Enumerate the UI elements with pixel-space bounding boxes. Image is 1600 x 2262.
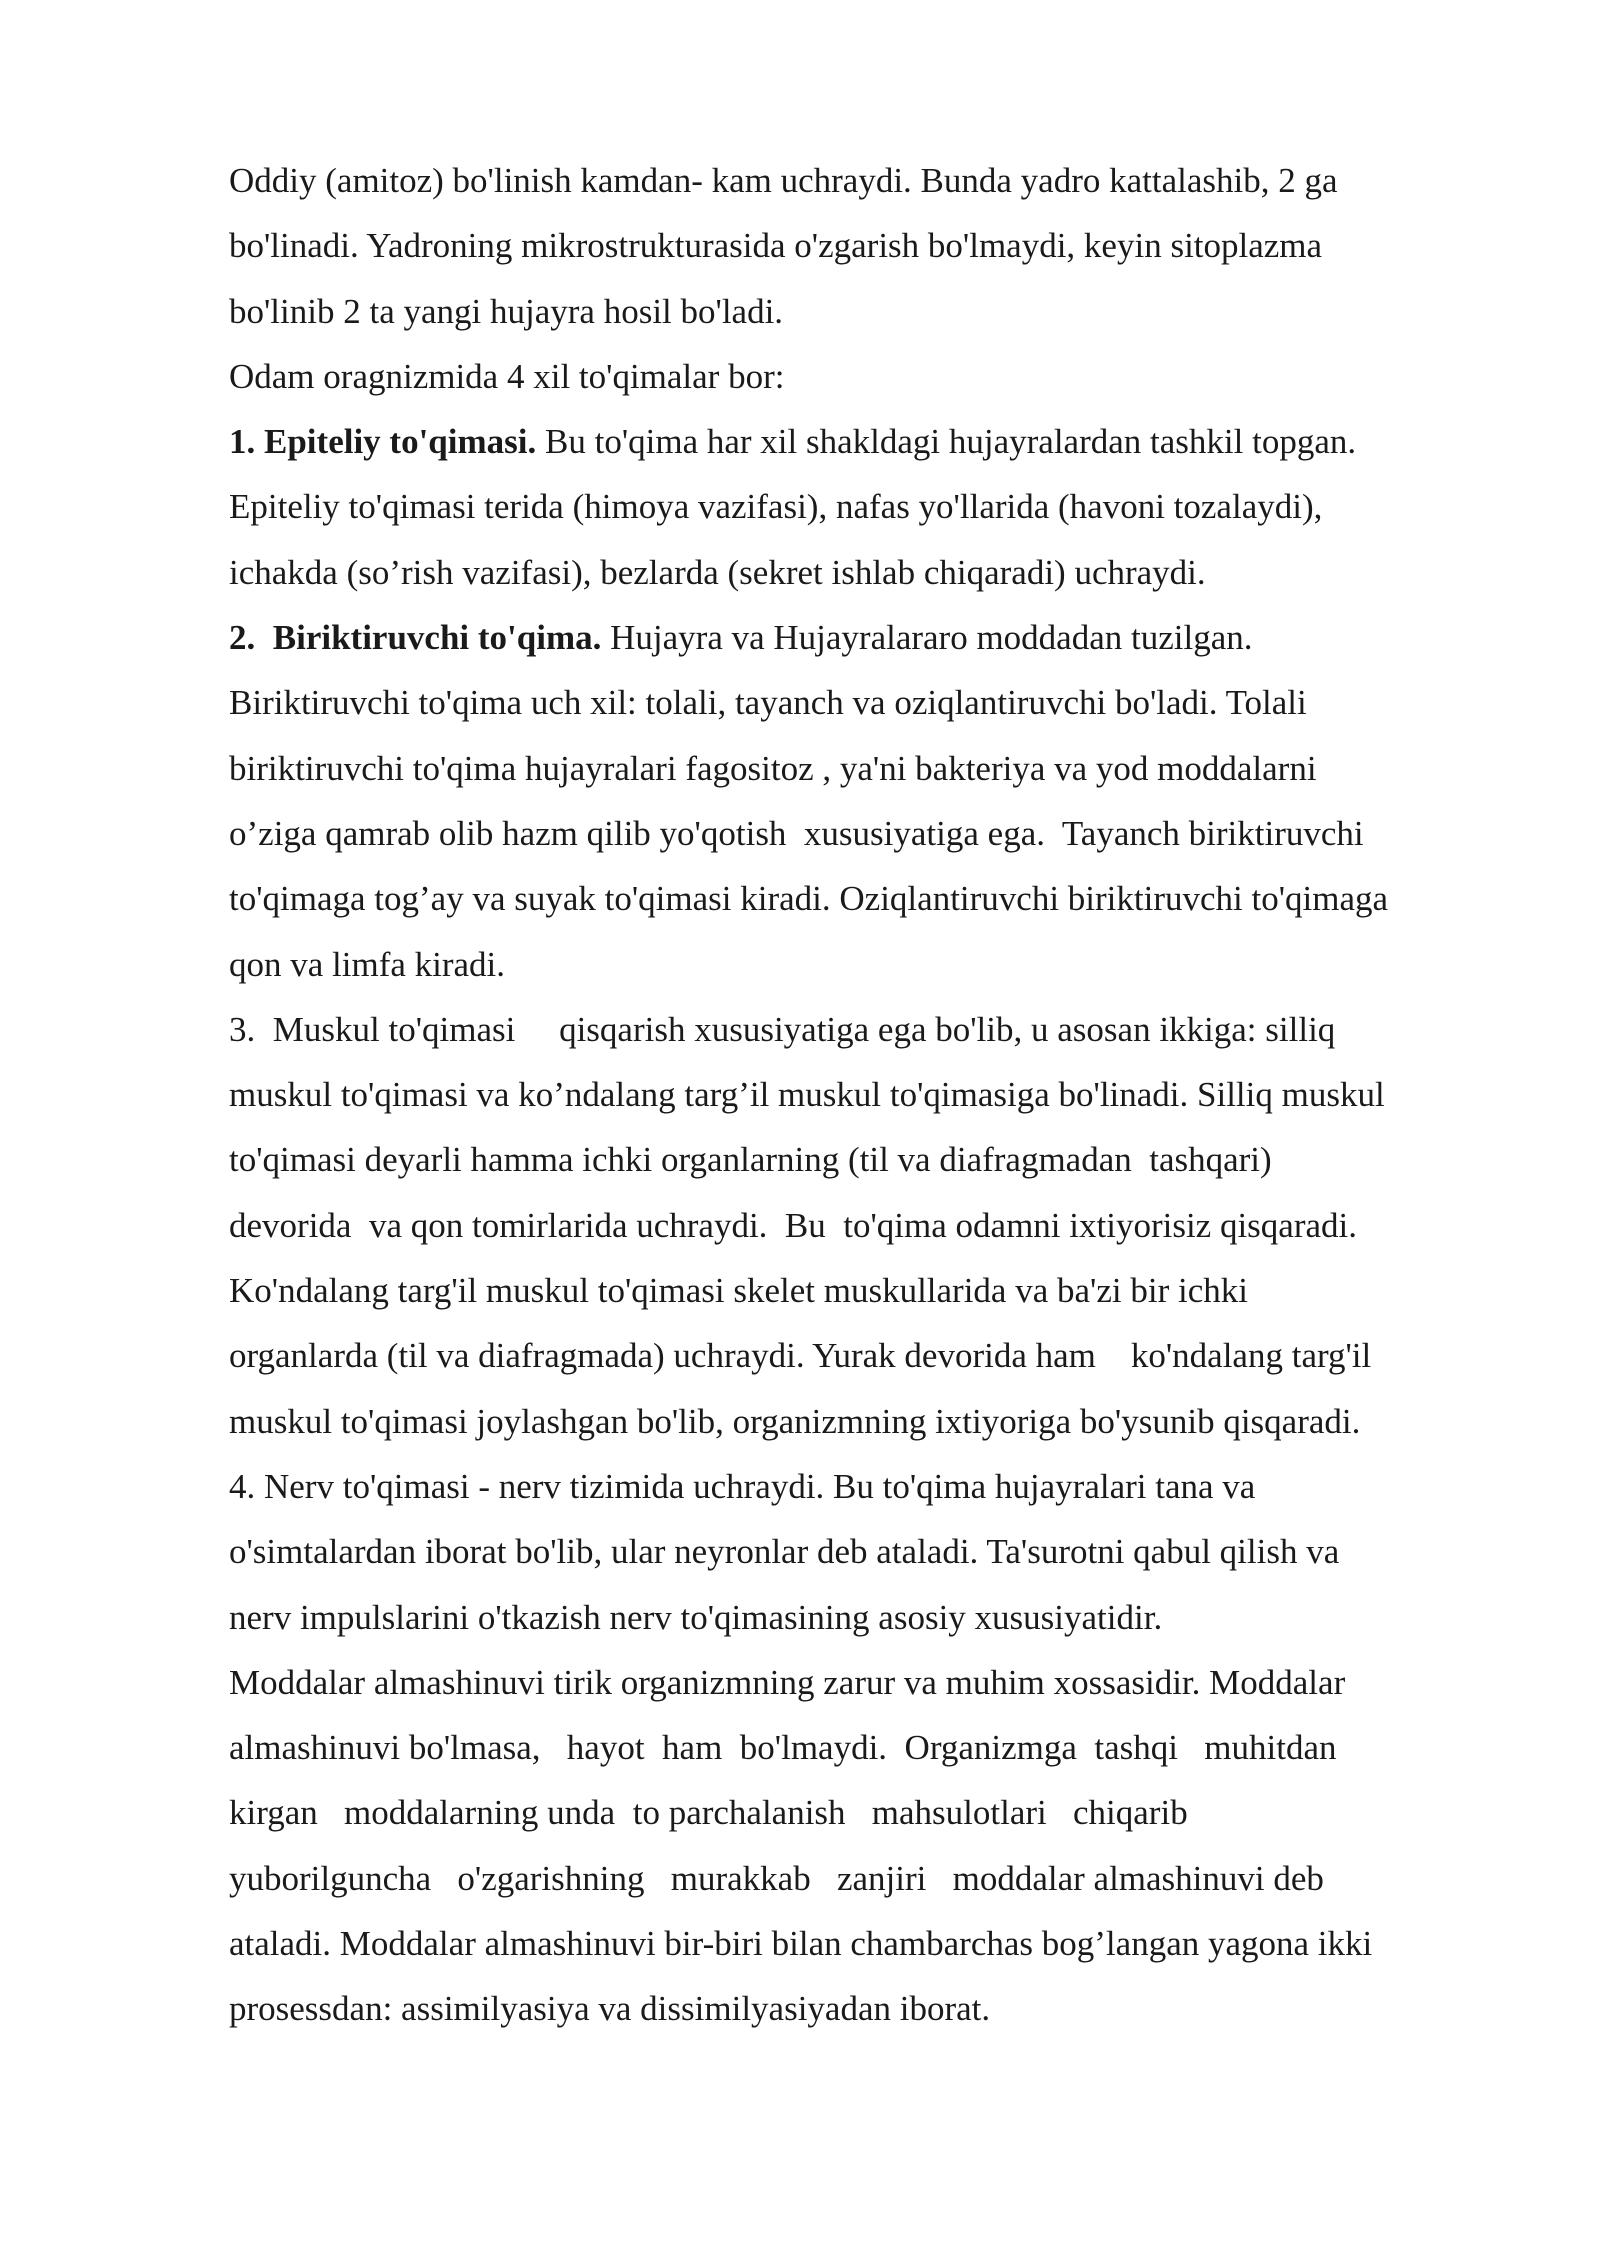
line-text: biriktiruvchi to'qima hujayralari fagositoz , ya'ni bakteriya va yod moddalarni bbox=[229, 748, 1317, 788]
text-line bbox=[229, 1780, 1529, 1845]
text-line bbox=[229, 1519, 1529, 1584]
section-heading-biriktiruvchi: 2. Biriktiruvchi to'qima. bbox=[229, 618, 602, 658]
line-text: o’ziga qamrab olib hazm qilib yo'qotish xususiyatiga ega. Tayanch biriktiruvchi bbox=[229, 813, 1364, 853]
text-line bbox=[229, 1193, 1529, 1258]
line-text: to'qimasi deyarli hamma ichki organlarning (til va diafragmadan tashqari) bbox=[229, 1140, 1272, 1180]
text-line bbox=[229, 866, 1529, 931]
text-line bbox=[229, 1062, 1529, 1127]
line-text: kirgan moddalarning unda to parchalanish mahsulotlari chiqarib bbox=[229, 1793, 1188, 1833]
text-line bbox=[229, 1650, 1529, 1715]
line-text: muskul to'qimasi joylashgan bo'lib, organizmning ixtiyoriga bo'ysunib qisqaradi. bbox=[229, 1401, 1361, 1441]
line-text: Biriktiruvchi to'qima uch xil: tolali, tayanch va oziqlantiruvchi bo'ladi. Tolali bbox=[229, 683, 1307, 723]
line-text: ataladi. Moddalar almashinuvi bir-biri bilan chambarchas bog’langan yagona ikki bbox=[229, 1924, 1373, 1964]
text-line bbox=[229, 540, 1529, 605]
text-line bbox=[229, 1454, 1529, 1519]
text-line bbox=[229, 997, 1529, 1062]
text-line bbox=[229, 1389, 1529, 1454]
text-line bbox=[229, 1258, 1529, 1323]
text-line bbox=[229, 932, 1529, 997]
line-text: 3. Muskul to'qimasi qisqarish xususiyatiga ega bo'lib, u asosan ikkiga: silliq bbox=[229, 1009, 1336, 1049]
text-line bbox=[229, 1846, 1529, 1911]
text-line bbox=[229, 1127, 1529, 1192]
line-text: organlarda (til va diafragmada) uchraydi. Yurak devorida ham ko'ndalang targ'il bbox=[229, 1336, 1372, 1376]
line-text: Hujayra va Hujayralararo moddadan tuzilgan. bbox=[601, 618, 1253, 658]
section-heading-epiteliy: 1. Epiteliy to'qimasi. bbox=[229, 422, 537, 462]
line-text: Epiteliy to'qimasi terida (himoya vazifasi), nafas yo'llarida (havoni tozalaydi), bbox=[229, 487, 1323, 527]
line-text: yuborilguncha o'zgarishning murakkab zanjiri moddalar almashinuvi deb bbox=[229, 1858, 1324, 1898]
text-line bbox=[229, 344, 1529, 409]
line-text: Oddiy (amitoz) bo'linish kamdan- kam uchraydi. Bunda yadro kattalashib, 2 ga bbox=[229, 161, 1338, 200]
line-text: Moddalar almashinuvi tirik organizmning zarur va muhim xossasidir. Moddalar bbox=[229, 1662, 1346, 1702]
line-text: o'simtalardan iborat bo'lib, ular neyronlar deb ataladi. Ta'surotni qabul qilish va bbox=[229, 1532, 1340, 1572]
text-line bbox=[229, 1911, 1529, 1976]
line-text: bo'linib 2 ta yangi hujayra hosil bo'ladi. bbox=[229, 291, 784, 331]
text-line bbox=[229, 148, 1529, 213]
text-line bbox=[229, 1585, 1529, 1650]
text-line bbox=[229, 1323, 1529, 1388]
line-text: ichakda (so’rish vazifasi), bezlarda (sekret ishlab chiqaradi) uchraydi. bbox=[229, 552, 1206, 592]
line-text: devorida va qon tomirlarida uchraydi. Bu to'qima odamni ixtiyorisiz qisqaradi. bbox=[229, 1205, 1357, 1245]
line-text: qon va limfa kiradi. bbox=[229, 944, 506, 984]
line-text: prosessdan: assimilyasiya va dissimilyasiyadan iborat. bbox=[229, 1989, 991, 2029]
line-text: almashinuvi bo'lmasa, hayot ham bo'lmaydi. Organizmga tashqi muhitdan bbox=[229, 1728, 1337, 1768]
line-text: 4. Nerv to'qimasi - nerv tizimida uchraydi. Bu to'qima hujayralari tana va bbox=[229, 1466, 1256, 1506]
text-line bbox=[229, 670, 1529, 735]
text-line bbox=[229, 801, 1529, 866]
line-text: bo'linadi. Yadroning mikrostrukturasida o'zgarish bo'lmaydi, keyin sitoplazma bbox=[229, 226, 1323, 266]
line-text: Odam oragnizmida 4 xil to'qimalar bor: bbox=[229, 356, 785, 396]
text-line bbox=[229, 1715, 1529, 1780]
text-line bbox=[229, 474, 1529, 539]
line-text: Ko'ndalang targ'il muskul to'qimasi skelet muskullarida va ba'zi bir ichki bbox=[229, 1271, 1248, 1311]
text-line bbox=[229, 736, 1529, 801]
line-text: nerv impulslarini o'tkazish nerv to'qimasining asosiy xususiyatidir. bbox=[229, 1597, 1163, 1637]
document-body bbox=[229, 148, 1529, 2042]
section-heading-line bbox=[229, 605, 1529, 670]
text-line bbox=[229, 213, 1529, 278]
line-text: to'qimaga tog’ay va suyak to'qimasi kiradi. Oziqlantiruvchi biriktiruvchi to'qimaga bbox=[229, 879, 1389, 919]
section-heading-line bbox=[229, 409, 1529, 474]
line-text: Bu to'qima har xil shakldagi hujayralardan tashkil topgan. bbox=[536, 422, 1357, 462]
text-line bbox=[229, 1976, 1529, 2041]
line-text: muskul to'qimasi va ko’ndalang targ’il muskul to'qimasiga bo'linadi. Silliq muskul bbox=[229, 1075, 1385, 1115]
text-line bbox=[229, 279, 1529, 344]
